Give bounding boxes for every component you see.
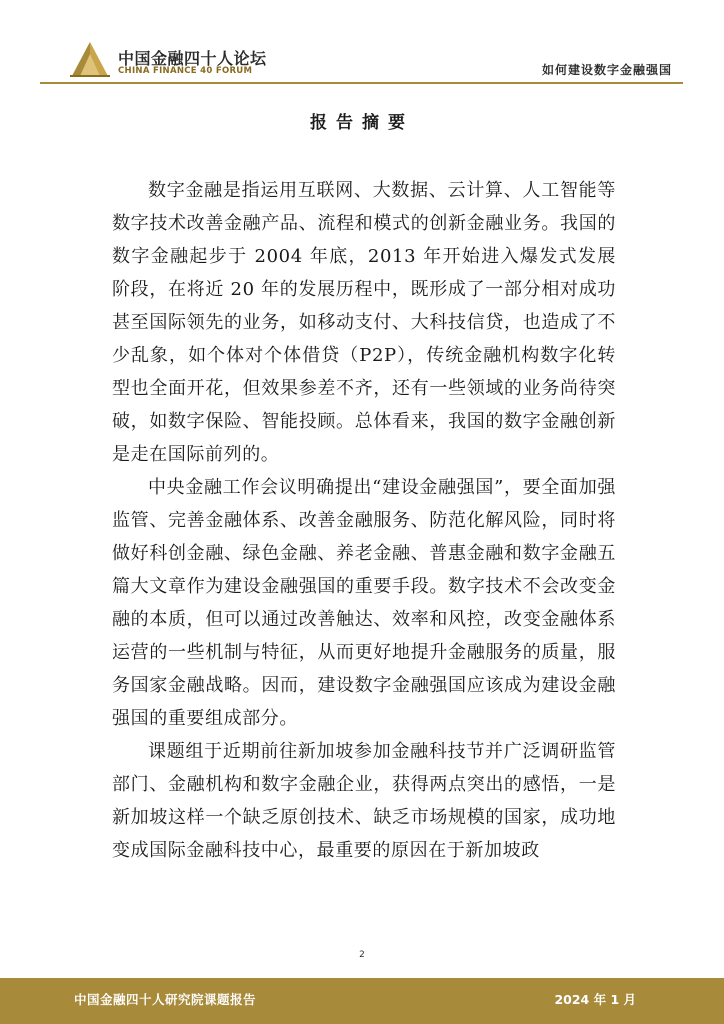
page-footer bbox=[0, 978, 724, 1024]
page-header bbox=[0, 0, 724, 84]
footer-date: 2024 年 1 月 bbox=[554, 992, 636, 1007]
paragraph-2: 中央金融工作会议明确提出“建设金融强国”，要全面加强监管、完善金融体系、改善金融服务、防范化解风险，同时将做好科创金融、绿色金融、养老金融、普惠金融和数字金融五篇大文章作为建设金融强国的重要手段。数字技术不会改变金融的本质，但可以通过改善触达、效率和风控，改变金融体系运营的一些机制与特征，从而更好地提升金融服务的质量，服务国家金融战略。因而，建设数字金融强国应该成为建设金融强国的重要组成部分。 bbox=[112, 477, 616, 729]
logo-chinese-text: 中国金融四十人论坛 bbox=[118, 49, 267, 68]
document-body bbox=[112, 174, 616, 867]
page-number: 2 bbox=[359, 950, 365, 960]
section-title: 报告摘要 bbox=[310, 113, 414, 133]
paragraph-3: 课题组于近期前往新加坡参加金融科技节并广泛调研监管部门、金融机构和数字金融企业，获得两点突出的感悟，一是新加坡这样一个缺乏原创技术、缺乏市场规模的国家，成功地变成国际金融科技中心，最重要的原因在于新加坡政 bbox=[112, 741, 616, 861]
footer-report-series: 中国金融四十人研究院课题报告 bbox=[74, 992, 257, 1007]
header-report-title: 如何建设数字金融强国 bbox=[541, 63, 672, 77]
pyramid-logo-icon bbox=[70, 40, 110, 78]
logo-english-text: CHINA FINANCE 40 FORUM bbox=[118, 66, 253, 76]
paragraph-1: 数字金融是指运用互联网、大数据、云计算、人工智能等数字技术改善金融产品、流程和模式的创新金融业务。我国的数字金融起步于 2004 年底，2013 年开始进入爆发式发展阶段，在将近 20 年的发展历程中，既形成了一部分相对成功甚至国际领先的业务，如移动支付、大科技信贷，也造成了不少乱象，如个体对个体借贷（P2P），传统金融机构数字化转型也全面开花，但效果参差不齐，还有一些领域的业务尚待突破，如数字保险、智能投顾。总体看来，我国的数字金融创新是走在国际前列的。 bbox=[112, 180, 616, 465]
header-divider bbox=[40, 82, 683, 84]
